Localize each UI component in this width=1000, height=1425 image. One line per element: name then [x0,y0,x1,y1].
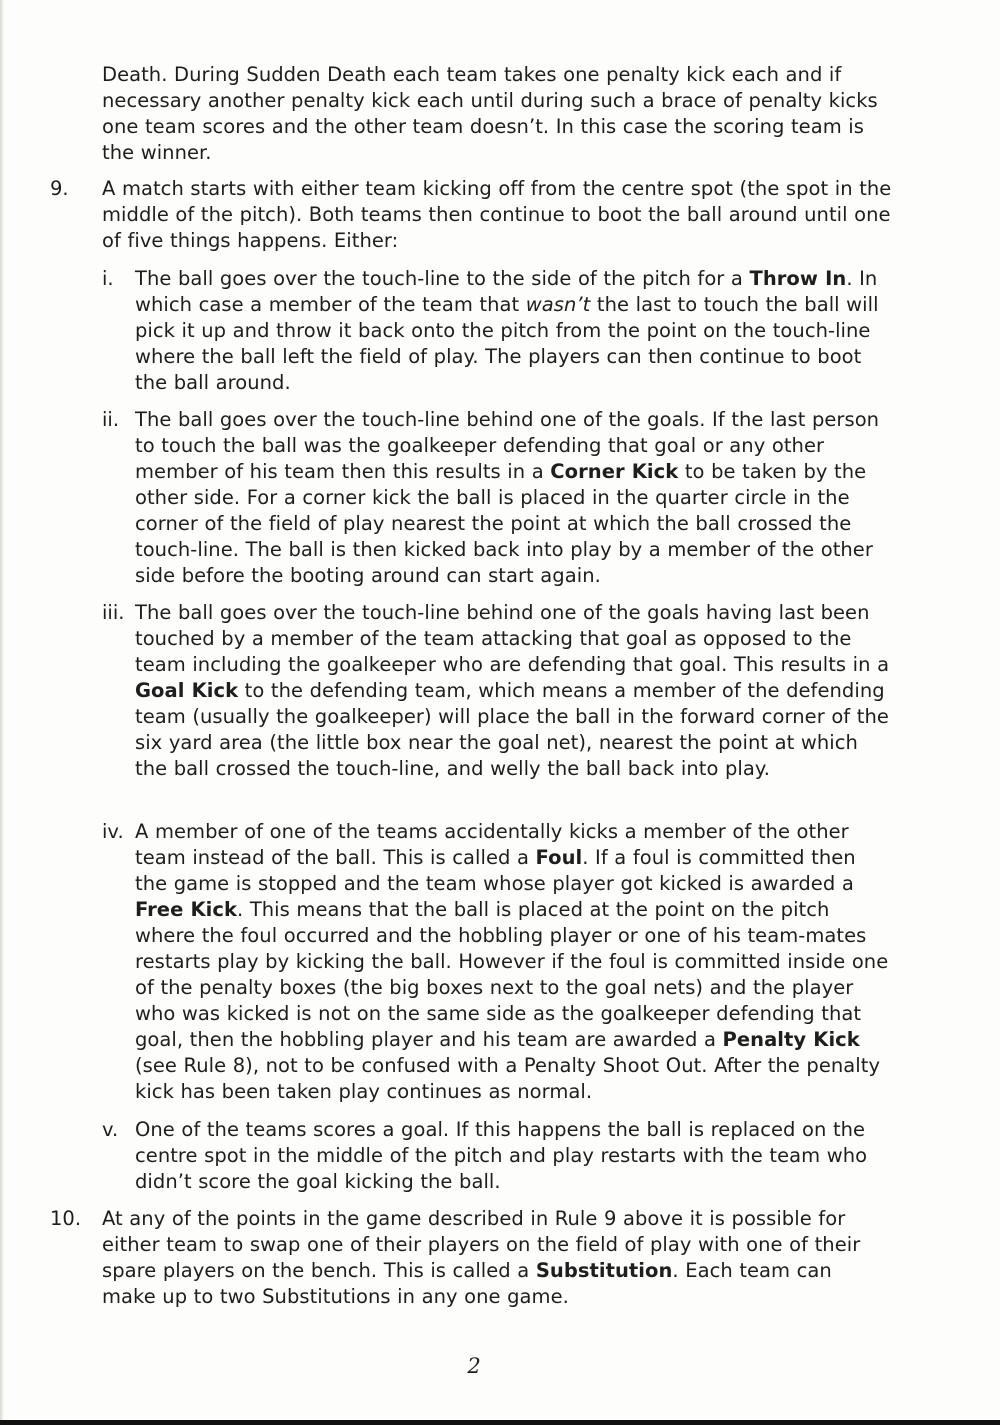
item-ii-number: ii. [102,408,120,431]
item-i-number: i. [102,267,114,290]
continuation-paragraph: Death. During Sudden Death each team takes one penalty kick each and if necessary another penalty kick each until during such a brace of penalty kicks one team scores and the other team doesn’t. In this case the scoring team is the winner. [102,63,878,164]
term-corner-kick: Corner Kick [550,460,679,483]
emphasis-wasnt: wasn’t [525,293,591,316]
item-iii-number: iii. [102,601,125,624]
rule-9-number: 9. [50,177,69,200]
item-v-number: v. [102,1118,119,1141]
item-i-text: The ball goes over the touch-line to the side of the pitch for a Throw In. In which case a member of the team that wasn’t the last to touch the ball will pick it up and throw it back onto the pitch from the point on the touch-line where the ball left the field of play. The players can then continue to boot the ball around. [135,267,879,394]
item-ii-text: The ball goes over the touch-line behind one of the goals. If the last person to touch the ball was the goalkeeper defending that goal or any other member of his team then this results in a Corner Kick to be taken by the other side. For a corner kick the ball is placed in the quarter circle in the corner of the field of play nearest the point at which the ball crossed the touch-line. The ball is then kicked back into play by a member of the other side before the booting around can start again. [135,408,880,587]
term-throw-in: Throw In [749,267,847,290]
term-foul: Foul [535,846,583,869]
item-v-text: One of the teams scores a goal. If this happens the ball is replaced on the centre spot in the middle of the pitch and play restarts with the team who didn’t score the goal kicking the ball. [135,1118,868,1193]
item-iv-number: iv. [102,820,124,843]
term-free-kick: Free Kick [135,898,238,921]
rule-9-intro: A match starts with either team kicking off from the centre spot (the spot in the middle of the pitch). Both teams then continue to boot the ball around until one of five things happens. Either: [102,177,892,252]
page-bottom-edge [0,1420,1000,1425]
rule-10-number: 10. [50,1207,82,1230]
term-substitution: Substitution [535,1259,673,1282]
page-edge [0,0,4,1425]
item-iv-text: A member of one of the teams accidentally kicks a member of the other team instead of the ball. This is called a Foul. If a foul is committed then the game is stopped and the team whose player got kicked is awarded a Free Kick. This means that the ball is placed at the point on the pitch where the foul occurred and the hobbling player or one of his team-mates restarts play by kicking the ball. However if the foul is committed inside one of the penalty boxes (the big boxes next to the goal nets) and the player who was kicked is not on the same side as the goalkeeper defending that goal, then the hobbling player and his team are awarded a Penalty Kick (see Rule 8), not to be confused with a Penalty Shoot Out. After the penalty kick has been taken play continues as normal. [135,820,889,1103]
page-number: 2 [467,1354,481,1378]
item-iii-text: The ball goes over the touch-line behind one of the goals having last been touched by a member of the team attacking that goal as opposed to the team including the goalkeeper who are defending that goal. This results in a Goal Kick to the defending team, which means a member of the defending team (usually the goalkeeper) will place the ball in the forward corner of the six yard area (the little box near the goal net), nearest the point at which the ball crossed the touch-line, and welly the ball back into play. [135,601,890,780]
term-goal-kick: Goal Kick [135,679,239,702]
rule-10-text: At any of the points in the game described in Rule 9 above it is possible for either team to swap one of their players on the field of play with one of their spare players on the bench. This is called a Substitution. Each team can make up to two Substitutions in any one game. [102,1207,861,1308]
term-penalty-kick: Penalty Kick [722,1028,860,1051]
